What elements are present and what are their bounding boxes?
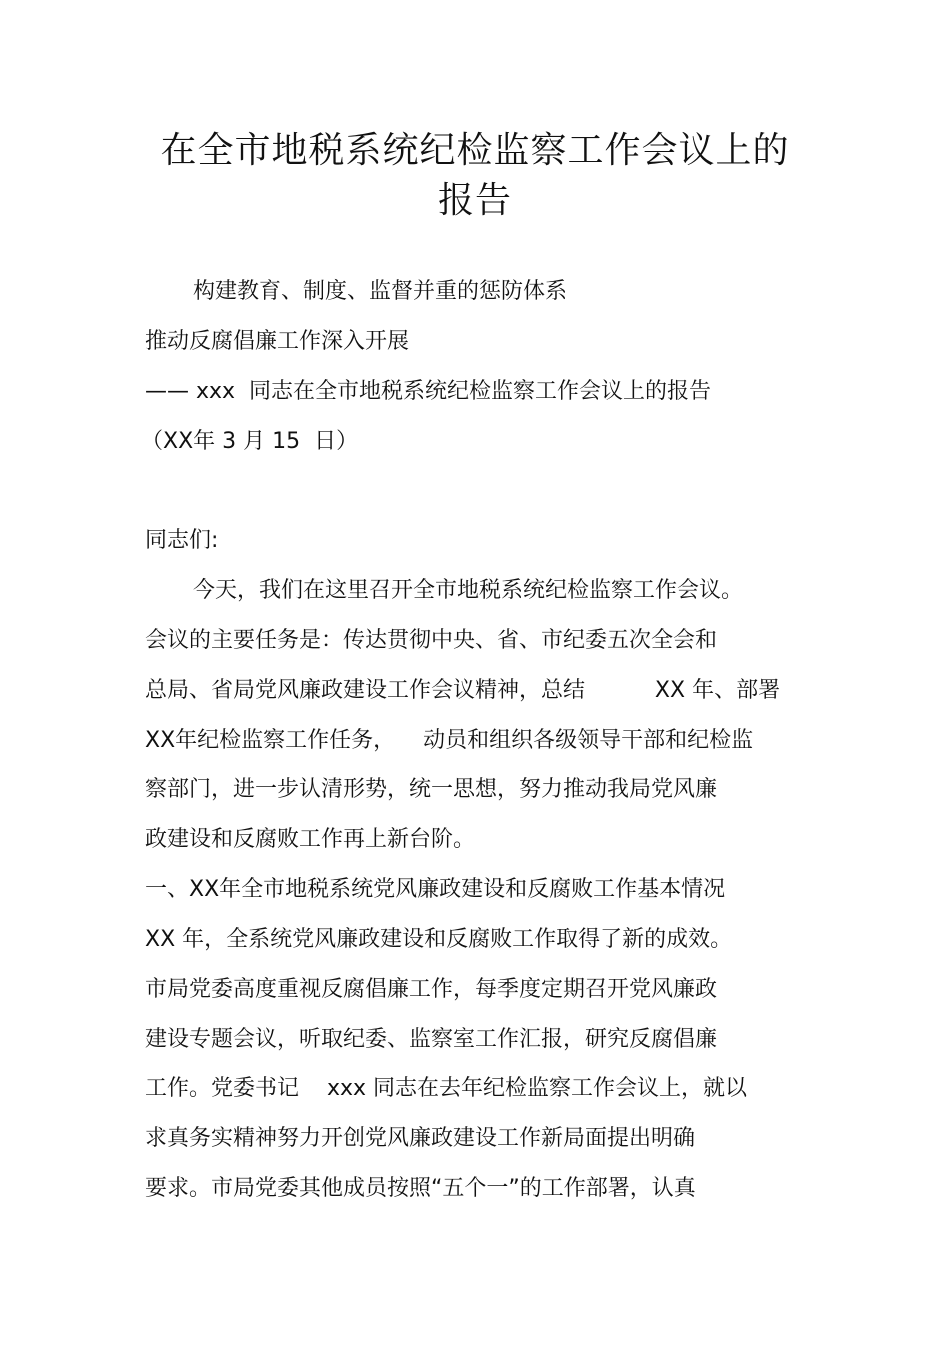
body-line: 市局党委高度重视反腐倡廉工作，每季度定期召开党风廉政: [145, 977, 718, 1002]
body-line: 察部门，进一步认清形势，统一思想，努力推动我局党风廉: [145, 777, 718, 802]
body-line: 要求。市局党委其他成员按照“五个一”的工作部署，认真: [145, 1176, 696, 1201]
body-line: 工作。党委书记 xxx 同志在去年纪检监察工作会议上，就以: [145, 1076, 748, 1101]
body-line: 建设专题会议，听取纪委、监察室工作汇报，研究反腐倡廉: [145, 1027, 718, 1052]
report-date: （XX年 3 月 15 日）: [141, 429, 359, 454]
body-line: 今天，我们在这里召开全市地税系统纪检监察工作会议。: [193, 578, 744, 603]
body-line: XX 年，全系统党风廉政建设和反腐败工作取得了新的成效。: [145, 927, 733, 952]
body-line: 求真务实精神努力开创党风廉政建设工作新局面提出明确: [145, 1126, 696, 1151]
subtitle-line-2: 推动反腐倡廉工作深入开展: [145, 329, 410, 354]
body-line: XX年纪检监察工作任务， 动员和组织各级领导干部和纪检监: [145, 728, 754, 753]
subtitle-line-1: 构建教育、制度、监督并重的惩防体系: [193, 279, 568, 304]
body-line: 会议的主要任务是：传达贯彻中央、省、市纪委五次全会和: [145, 628, 718, 653]
salutation: 同志们:: [145, 528, 219, 553]
document-title-line1: 在全市地税系统纪检监察工作会议上的: [160, 130, 790, 171]
section-heading: 一、XX年全市地税系统党风廉政建设和反腐败工作基本情况: [145, 877, 726, 902]
body-line: 总局、省局党风廉政建设工作会议精神，总结 XX 年、部署: [145, 678, 781, 703]
body-line: 政建设和反腐败工作再上新台阶。: [145, 827, 476, 852]
document-title-line2: 报告: [437, 180, 512, 221]
byline: —— xxx 同志在全市地税系统纪检监察工作会议上的报告: [145, 379, 712, 404]
